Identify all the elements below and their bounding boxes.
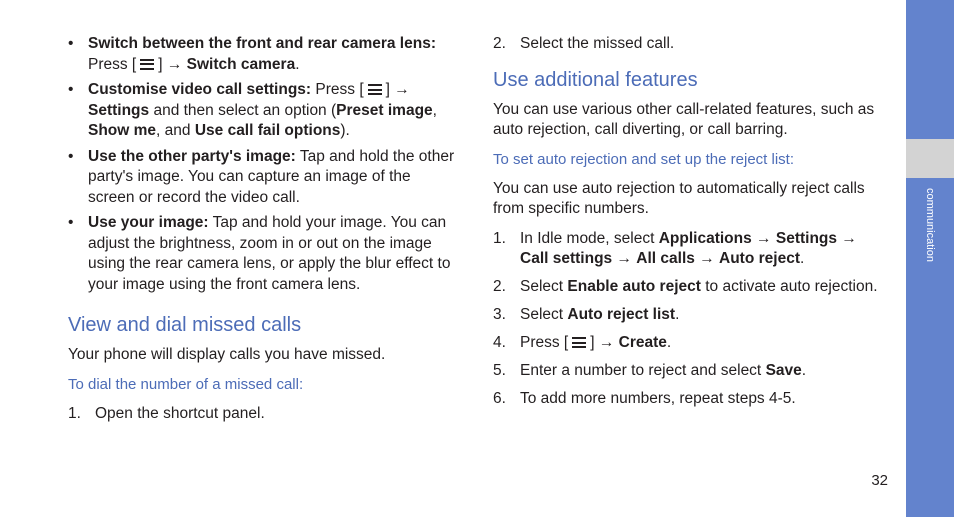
step-text: Enter a number to reject and select (520, 362, 766, 379)
option-name: Switch camera (186, 55, 296, 73)
section-title-missed-calls: View and dial missed calls (68, 314, 302, 336)
option-name: Auto reject (719, 250, 800, 267)
step-text: In Idle mode, select (520, 229, 659, 247)
left-column (68, 34, 460, 432)
list-item (68, 34, 460, 75)
option-name: Create (618, 334, 667, 351)
option-name: All calls (636, 250, 695, 267)
step-number: 4. (493, 334, 506, 351)
step-text: → (612, 250, 637, 267)
chapter-tab-marker (906, 139, 954, 178)
missed-call-steps-continued (493, 34, 888, 55)
step-text: Press [ (520, 334, 569, 351)
list-item (68, 147, 460, 209)
bullet-text: , and (156, 122, 195, 139)
section-intro: You can use various other call-related features, such as auto rejection, call diverting, or call barring. (493, 100, 875, 138)
list-item (68, 404, 460, 425)
bullet-term: Use your image: (88, 214, 209, 231)
step-number: 1. (68, 404, 81, 422)
option-name: Auto reject list (567, 306, 676, 323)
bullet-term: Use the other party's image: (88, 147, 296, 165)
option-name: Show me (88, 122, 157, 139)
step-text: . (675, 306, 680, 323)
step-text: ] → (590, 334, 619, 351)
menu-key-icon (137, 59, 157, 70)
auto-reject-steps (493, 229, 888, 410)
bullet-text: Tap and hold your image. You can adjust the brightness, zoom in or out on the image using the rear camera lens, or apply the blur effect to your image using the front camera lens. (88, 214, 451, 293)
bullet-text: ). (340, 122, 350, 139)
list-item (68, 80, 460, 142)
step-text: → (837, 229, 857, 247)
option-name: Call settings (520, 250, 613, 267)
option-name: Save (765, 362, 802, 379)
right-column (493, 34, 888, 417)
step-text: → (751, 229, 776, 247)
menu-key-icon (365, 84, 385, 95)
step-text: Select (520, 306, 568, 323)
list-item (493, 229, 888, 270)
list-item (68, 213, 460, 295)
step-text: To add more numbers, repeat steps 4-5. (520, 390, 796, 407)
bullet-text: Press [ (88, 55, 137, 73)
option-name: Enable auto reject (567, 278, 701, 295)
option-name: Settings (88, 101, 150, 119)
step-number: 2. (493, 278, 506, 295)
step-text: Select the missed call. (520, 35, 675, 52)
subheading-auto-reject: To set auto rejection and set up the reject list: (493, 150, 795, 168)
page-number: 32 (871, 472, 888, 489)
list-item (493, 34, 888, 55)
chapter-label: communication (924, 188, 936, 262)
step-number: 6. (493, 390, 506, 407)
list-item (493, 277, 888, 298)
bullet-text: ] → (158, 55, 187, 73)
step-number: 5. (493, 362, 506, 379)
option-name: Preset image (336, 101, 433, 119)
chapter-sidebar (906, 0, 954, 517)
step-text: . (801, 362, 807, 379)
step-text: . (666, 334, 672, 351)
bullet-text: , (432, 101, 437, 119)
missed-call-steps (68, 404, 460, 425)
step-text: to activate auto rejection. (700, 278, 878, 295)
bullet-text: ] → (385, 81, 410, 98)
option-name: Settings (775, 229, 838, 247)
bullet-term: Switch between the front and rear camera lens: (88, 35, 436, 52)
section-title-additional-features: Use additional features (493, 68, 698, 91)
list-item (493, 305, 888, 326)
bullet-term: Customise video call settings: (88, 81, 312, 98)
list-item (493, 389, 888, 410)
subheading-dial-missed-call: To dial the number of a missed call: (68, 375, 304, 393)
bullet-text: Tap and hold the other party's image. You can capture an image of the screen or record the video call. (88, 147, 455, 206)
step-text: . (799, 250, 805, 267)
list-item (493, 361, 888, 382)
step-number: 3. (493, 306, 506, 323)
auto-reject-intro: You can use auto rejection to automatically reject calls from specific numbers. (493, 179, 865, 217)
feature-bullet-list (68, 34, 460, 295)
bullet-text: . (295, 55, 300, 73)
bullet-text: and then select an option ( (149, 101, 337, 119)
option-name: Use call fail options (194, 122, 341, 139)
step-text: Select (520, 278, 568, 295)
list-item (493, 333, 888, 354)
step-number: 1. (493, 229, 506, 247)
section-intro: Your phone will display calls you have missed. (68, 346, 386, 363)
option-name: Applications (658, 229, 752, 247)
bullet-text: Press [ (311, 81, 364, 98)
step-text: → (694, 250, 720, 267)
step-number: 2. (493, 35, 506, 52)
menu-key-icon (569, 337, 589, 348)
step-text: Open the shortcut panel. (95, 404, 265, 422)
